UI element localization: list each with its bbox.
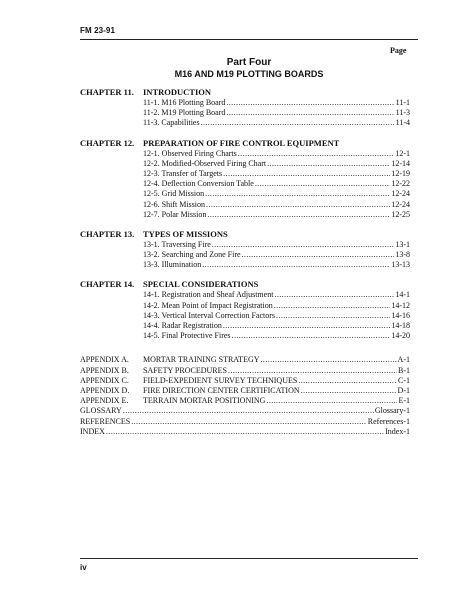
dot-leader [267,159,390,169]
appendix-page-number: E-1 [398,396,410,406]
appendix-label [80,355,260,365]
section-title: 12-7. Polar Mission [143,209,207,219]
toc-section-entry[interactable] [80,311,410,321]
chapter-title: PREPARATION OF FIRE CONTROL EQUIPMENT [143,137,340,148]
section-title: 12-3. Transfer of Targets [143,168,223,178]
chapter-number: CHAPTER 11. [80,87,134,97]
section-title: 12-5. Grid Mission [143,189,205,199]
appendix-name: APPENDIX D. [80,385,130,395]
backmatter-title: GLOSSARY [80,406,122,416]
chapter-title: INTRODUCTION [143,87,212,97]
chapter-block [80,87,410,129]
header-rule [80,39,418,40]
dot-leader [223,169,390,179]
dot-leader [201,118,395,128]
toc-appendix-entry[interactable] [80,366,410,376]
appendix-page-number: C-1 [398,375,410,385]
footer-rule [80,558,418,559]
section-page-number: 11-4 [395,118,410,128]
section-title: 12-1. Observed Firing Charts [143,148,237,158]
section-title: 13-1. Traversing Fire [143,239,211,249]
appendix-page-number: D-1 [397,385,410,395]
dot-leader [123,406,374,416]
section-page-number: 12-19 [391,168,410,178]
page-column-label: Page [390,46,407,55]
chapter-title: SPECIAL CONSIDERATIONS [143,279,259,290]
toc-backmatter-entry[interactable] [80,406,410,416]
section-page-number: 13-8 [395,250,410,260]
toc-section-entry[interactable] [80,189,410,199]
chapter-block [80,279,410,341]
toc-section-entry[interactable] [80,301,410,311]
chapter-title: TYPES OF MISSIONS [143,228,228,239]
section-title: 14-5. Final Protective Fires [143,331,231,341]
section-page-number: 12-22 [391,179,410,189]
footer-page-number: iv [80,563,87,572]
section-title: 14-4. Radar Registration [143,321,222,330]
back-matter-list [80,406,410,437]
appendix-name: APPENDIX E. [80,396,129,406]
chapter-heading [80,87,410,98]
toc-section-entry[interactable] [80,240,410,250]
table-of-contents [80,87,410,437]
chapter-heading [80,138,410,149]
toc-section-entry[interactable] [80,250,410,260]
dot-leader [274,301,391,311]
section-title: 13-2. Searching and Zone Fire [143,250,241,260]
section-title: 14-3. Vertical Interval Correction Factors [143,310,276,320]
backmatter-title: INDEX [80,426,105,436]
section-page-number: 12-24 [391,199,410,209]
appendix-name: APPENDIX A. [80,355,129,365]
section-page-number: 14-20 [391,331,410,341]
section-title: 14-1. Registration and Sheaf Adjustment [143,290,274,300]
section-title: 12-2. Modified-Observed Firing Chart [143,158,267,168]
backmatter-page-number: References-1 [367,416,410,426]
backmatter-page-number: Index-1 [385,426,410,436]
dot-leader [202,260,390,270]
toc-section-entry[interactable] [80,108,410,118]
appendix-title: MORTAR TRAINING STRATEGY [143,355,260,365]
toc-appendix-entry[interactable] [80,396,410,406]
dot-leader [298,376,397,386]
appendix-label [80,396,265,406]
section-page-number: 11-1 [395,98,410,107]
toc-section-entry[interactable] [80,331,410,341]
dot-leader [106,427,384,437]
backmatter-title: REFERENCES [80,416,131,426]
section-page-number: 13-1 [395,239,410,249]
dot-leader [206,200,390,210]
toc-section-entry[interactable] [80,321,410,331]
part-subtitle: M16 AND M19 PLOTTING BOARDS [174,69,324,79]
dot-leader [276,311,390,321]
chapter-list [80,87,410,341]
section-title: 13-3. Illumination [143,260,202,270]
chapter-number: CHAPTER 13. [80,228,135,239]
appendix-label [80,376,297,386]
chapter-heading [80,279,410,290]
running-head: FM 23-91 [80,26,116,35]
toc-appendix-entry[interactable] [80,386,410,396]
appendix-page-number: A-1 [397,355,410,365]
section-page-number: 14-1 [395,290,410,300]
dot-leader [131,417,367,427]
section-title: 11-1. M16 Plotting Board [143,98,226,107]
dot-leader [205,189,390,199]
dot-leader [207,210,390,220]
toc-section-entry[interactable] [80,179,410,189]
toc-section-entry[interactable] [80,210,410,220]
section-page-number: 12-24 [391,189,410,199]
section-title: 12-6. Shift Mission [143,199,206,209]
appendix-title: FIRE DIRECTION CENTER CERTIFICATION [143,385,300,395]
appendix-name: APPENDIX C. [80,375,129,385]
section-page-number: 14-18 [391,321,410,330]
toc-section-entry[interactable] [80,200,410,210]
section-title: 11-3. Capabilities [143,118,200,128]
appendix-list [80,355,410,406]
section-title: 12-4. Deflection Conversion Table [143,179,254,189]
section-page-number: 13-13 [391,260,410,270]
toc-section-entry[interactable] [80,290,410,300]
dot-leader [212,240,395,250]
chapter-heading [80,229,410,240]
section-page-number: 12-1 [395,148,410,158]
appendix-label [80,386,300,396]
dot-leader [223,321,390,331]
chapter-number: CHAPTER 12. [80,137,135,148]
backmatter-page-number: Glossary-1 [374,406,410,416]
chapter-block [80,229,410,271]
chapter-number: CHAPTER 14. [80,279,135,290]
toc-section-entry[interactable] [80,260,410,270]
appendix-name: APPENDIX B. [80,365,129,375]
appendix-title: TERRAIN MORTAR POSITIONING [143,396,266,406]
toc-appendix-entry[interactable] [80,376,410,386]
section-page-number: 12-14 [391,158,410,168]
section-title: 14-2. Mean Point of Impact Registration [143,300,273,310]
toc-backmatter-entry[interactable] [80,427,410,437]
chapter-block [80,138,410,220]
dot-leader [226,98,394,108]
toc-backmatter-entry[interactable] [80,417,410,427]
section-page-number: 11-3 [395,108,410,118]
section-title: 11-2. M19 Plotting Board [143,108,226,118]
dot-leader [274,290,394,300]
dot-leader [255,179,391,189]
section-page-number: 14-12 [391,300,410,310]
appendix-title: SAFETY PROCEDURES [143,365,227,375]
appendix-label [80,366,227,376]
dot-leader [261,355,397,365]
toc-section-entry[interactable] [80,149,410,159]
section-page-number: 12-25 [391,209,410,219]
toc-section-entry[interactable] [80,169,410,179]
dot-leader [238,149,395,159]
toc-section-entry[interactable] [80,98,410,108]
dot-leader [226,108,394,118]
part-title: Part Four [226,57,272,68]
dot-leader [232,331,391,341]
toc-section-entry[interactable] [80,118,410,128]
appendix-title: FIELD-EXPEDIENT SURVEY TECHNIQUES [143,375,298,385]
appendix-page-number: B-1 [398,365,410,375]
dot-leader [301,386,397,396]
dot-leader [242,250,395,260]
section-page-number: 14-16 [391,310,410,320]
toc-appendix-entry[interactable] [80,355,410,365]
toc-section-entry[interactable] [80,159,410,169]
dot-leader [228,366,397,376]
dot-leader [266,396,397,406]
